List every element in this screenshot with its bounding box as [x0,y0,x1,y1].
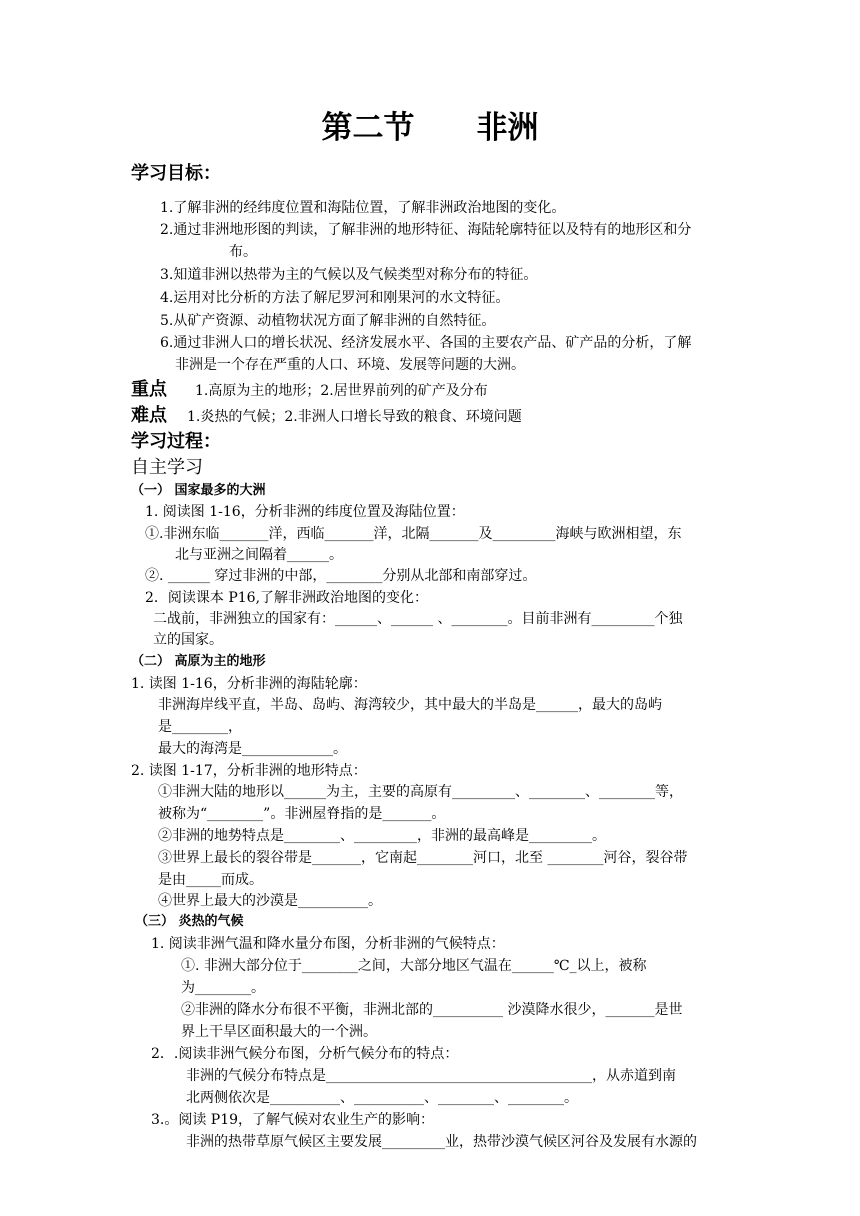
section-line: ②. ______ 穿过非洲的中部，________分别从北部和南部穿过。 [145,568,537,584]
objective-item: 2.通过非洲地形图的判读，了解非洲的地形特征、海陆轮廓特征以及特有的地形区和分 [160,222,692,238]
key-points [131,379,488,402]
section-line: 非洲的气候分布特点是______________________________________，从赤道到南 [186,1068,676,1084]
section-heading: （二） 高原为主的地形 [131,654,266,669]
section-line: ①. 非洲大部分位于________之间，大部分地区气温在______℃_以上，被称 [181,958,647,974]
difficulties-text: 1.炎热的气候；2.非洲人口增长导致的粮食、环境问题 [187,409,522,425]
objective-item: 6.通过非洲人口的增长状况、经济发展水平、各国的主要农产品、矿产品的分析，了解 [160,335,692,351]
section-heading: （三） 炎热的气候 [135,914,244,929]
section-line: 1. 读图 1-16，分析非洲的海陆轮廓： [131,676,367,692]
section-line: 非洲海岸线平直，半岛、岛屿、海湾较少，其中最大的半岛是______，最大的岛屿 [158,697,662,713]
section-line: 2．.阅读非洲气候分布图，分析气候分布的特点： [151,1046,459,1062]
difficulties-label: 难点 [131,405,167,426]
section-line: 非洲的热带草原气候区主要发展_________业，热带沙漠气候区河谷及发展有水源的 [186,1134,697,1150]
objective-item: 3.知道非洲以热带为主的气候以及气候类型对称分布的特征。 [160,267,538,283]
section-line: 是________， [158,719,242,735]
process-heading: 学习过程： [131,431,221,452]
section-line: ①非洲大陆的地形以______为主，主要的高原有_________、________、________等， [158,784,683,800]
section-line: ①.非洲东临_______洋，西临_______洋，北隔_______及_________海峡与欧洲相望，东 [145,526,682,542]
objective-item: 1.了解非洲的经纬度位置和海陆位置，了解非洲政治地图的变化。 [160,200,566,216]
section-line: ②非洲的降水分布很不平衡，非洲北部的__________ 沙漠降水很少，_______是世 [181,1002,683,1018]
difficulties [131,405,522,428]
section-line: 立的国家。 [153,632,223,648]
section-line: ④世界上最大的沙漠是__________。 [158,893,382,909]
objective-item: 5.从矿产资源、动植物状况方面了解非洲的自然特征。 [160,313,496,329]
section-line: 二战前，非洲独立的国家有：______、______ 、________。目前非洲有_________个独 [153,611,683,627]
page-title: 第二节 非洲 [321,110,539,146]
section-line: 北与亚洲之间隔着______。 [175,547,343,563]
key-points-label: 重点 [131,379,167,400]
section-line: 1. 阅读非洲气温和降水量分布图，分析非洲的气候特点： [151,936,505,952]
section-line: ③世界上最长的裂谷带是_______，它南起________河口，北至 ________河谷，裂谷带 [158,850,688,866]
section-line: 2．阅读课本 P16,了解非洲政治地图的变化： [145,590,429,606]
section-heading: （一） 国家最多的大洲 [131,483,266,498]
section-line: 1. 阅读图 1-16，分析非洲的纬度位置及海陆位置： [145,504,465,520]
section-line: ②非洲的地势特点是________、_________，非洲的最高峰是_________。 [158,828,606,844]
section-line: 北两侧依次是__________、__________、________、________。 [186,1090,578,1106]
section-line: 为________。 [181,980,265,996]
self-study-heading: 自主学习 [131,457,203,478]
section-line: 界上干旱区面积最大的一个洲。 [181,1024,377,1040]
section-line: 最大的海湾是_____________。 [158,741,347,757]
key-points-text: 1.高原为主的地形；2.居世界前列的矿产及分布 [195,383,488,399]
section-line: 是由_____而成。 [158,872,263,888]
objective-item: 布。 [229,244,257,260]
objective-item: 4.运用对比分析的方法了解尼罗河和刚果河的水文特征。 [160,290,510,306]
section-line: 2. 读图 1-17，分析非洲的地形特点： [131,763,367,779]
section-line: 3.。阅读 P19，了解气候对农业生产的影响： [151,1112,435,1128]
objective-item: 非洲是一个存在严重的人口、环境、发展等问题的大洲。 [175,357,525,373]
section-line: 被称为“________”。非洲屋脊指的是_______。 [158,806,446,822]
objectives-heading: 学习目标： [131,163,221,184]
